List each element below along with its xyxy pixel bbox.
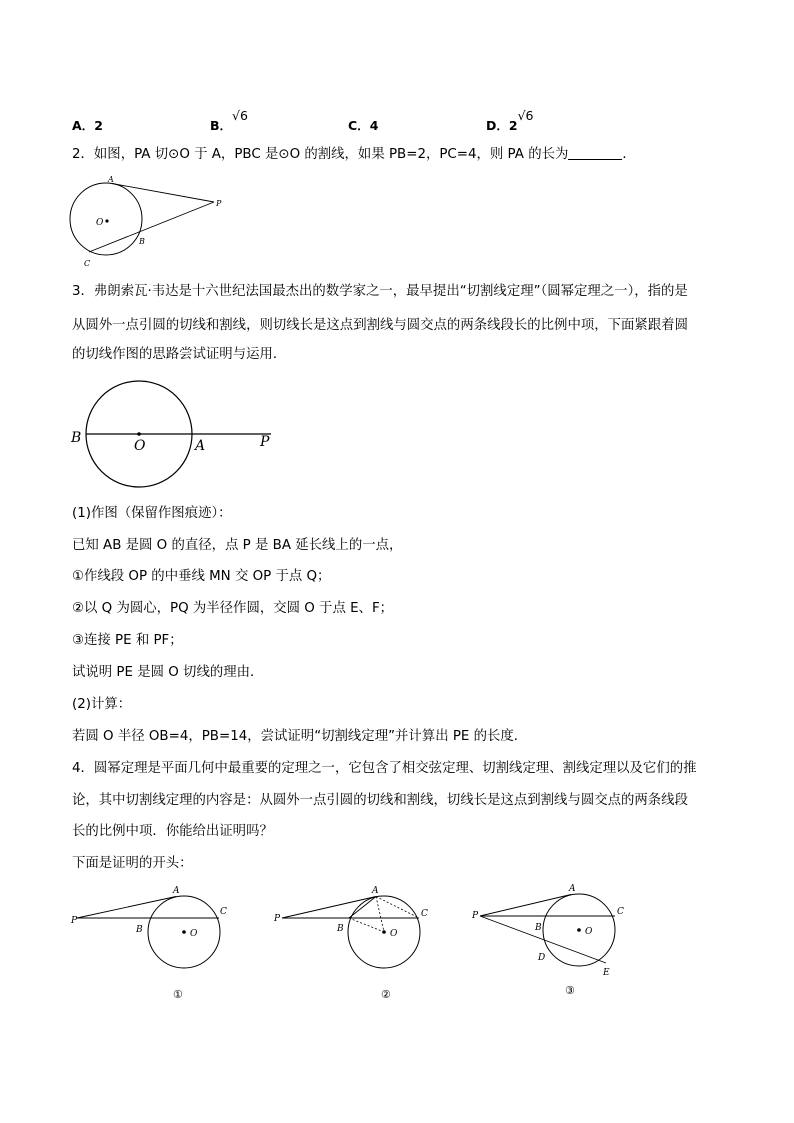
label-o: O	[390, 929, 398, 939]
question-3-line-2: 从圆外一点引圆的切线和割线，则切线长是这点到割线与圆交点的两条线段长的比例中项，下面紧跟着圆	[72, 318, 688, 333]
center-point-o	[137, 432, 141, 436]
label-c: C	[220, 907, 227, 917]
option-d	[486, 108, 534, 134]
label-b: B	[71, 430, 82, 446]
part-1-given: 已知 AB 是圆 O 的直径，点 P 是 BA 延长线上的一点，	[72, 538, 403, 553]
dashed-bo	[349, 918, 384, 932]
dashed-ac	[376, 897, 419, 919]
label-b: B	[136, 925, 143, 935]
label-p: P	[216, 199, 222, 208]
option-a-label: A．	[72, 118, 95, 133]
circle-o	[70, 183, 142, 255]
question-4-figure-1	[66, 880, 236, 1005]
step-2: ②以 Q 为圆心，PQ 为半径作圆，交圆 O 于点 E、F；	[72, 601, 394, 616]
center-point-o	[105, 219, 108, 222]
caption-1: ①	[173, 988, 183, 1001]
center-point-o	[382, 930, 386, 934]
label-o: O	[96, 218, 104, 228]
answer-blank	[568, 145, 622, 160]
step-1: ①作线段 OP 的中垂线 MN 交 OP 于点 Q；	[72, 569, 331, 584]
question-3-figure	[66, 376, 286, 492]
option-d-prefix: 2	[508, 118, 518, 133]
label-c: C	[617, 907, 624, 917]
label-a: A	[108, 175, 114, 184]
option-c	[348, 116, 378, 134]
label-p: P	[472, 911, 479, 921]
question-4-line-4: 下面是证明的开头：	[72, 856, 193, 871]
center-point-o	[182, 930, 186, 934]
label-a: A	[569, 884, 576, 894]
label-a: A	[372, 886, 379, 896]
tangent-pa	[112, 184, 214, 203]
tangent-pa	[77, 897, 176, 919]
option-a-value: 2	[94, 118, 103, 133]
dashed-ao	[376, 897, 384, 933]
label-b: B	[337, 924, 344, 934]
option-b-value: √6	[232, 108, 248, 123]
label-p: P	[71, 916, 78, 926]
question-4-line-1: 4．圆幂定理是平面几何中最重要的定理之一，它包含了相交弦定理、切割线定理、割线定理以及它们的推	[72, 761, 697, 776]
label-d: D	[538, 953, 546, 963]
tangent-pa	[480, 895, 571, 917]
question-2-end: ．	[622, 147, 636, 162]
option-b	[210, 108, 248, 134]
question-2-figure	[66, 170, 236, 270]
label-o: O	[190, 929, 198, 939]
label-o: O	[585, 927, 593, 937]
option-c-label: C．	[348, 118, 370, 133]
option-a	[72, 116, 103, 134]
option-b-label: B．	[210, 118, 233, 133]
secant-pbc	[89, 202, 214, 252]
step-3: ③连接 PE 和 PF；	[72, 633, 183, 648]
label-a: A	[173, 886, 180, 896]
question-4-figure-2	[266, 880, 436, 1005]
label-a: A	[195, 438, 206, 454]
caption-3: ③	[565, 984, 575, 997]
question-2-text	[72, 145, 636, 164]
label-b: B	[139, 237, 145, 246]
label-p: P	[274, 914, 281, 924]
part-2-text: 若圆 O 半径 OB=4，PB=14，尝试证明“切割线定理”并计算出 PE 的长度．	[72, 729, 528, 744]
option-c-value: 4	[369, 118, 379, 133]
question-4-line-2: 论，其中切割线定理的内容是：从圆外一点引圆的切线和割线，切线长是这点到割线与圆交点的两条线段	[72, 793, 688, 808]
part-2-title: (2)计算：	[72, 697, 132, 712]
caption-2: ②	[381, 988, 391, 1001]
center-point-o	[577, 928, 581, 932]
part-1-ask: 试说明 PE 是圆 O 切线的理由．	[72, 665, 264, 680]
label-p: P	[260, 434, 270, 450]
label-b: B	[535, 923, 542, 933]
question-4-figure-3	[466, 878, 636, 1003]
label-c: C	[84, 259, 91, 268]
label-e: E	[603, 968, 610, 978]
question-3-line-1: 3．弗朗索瓦·韦达是十六世纪法国最杰出的数学家之一，最早提出“切割线定理”（圆幂定理之一），指的是	[72, 284, 688, 299]
question-3-line-3: 的切线作图的思路尝试证明与运用．	[72, 347, 287, 362]
question-2-stem: 2．如图，PA 切⊙O 于 A，PBC 是⊙O 的割线，如果 PB=2，PC=4，则 PA 的长为	[72, 147, 569, 162]
part-1-title: (1)作图（保留作图痕迹）：	[72, 506, 232, 521]
label-c: C	[421, 909, 428, 919]
option-d-label: D．	[486, 118, 509, 133]
question-4-line-3: 长的比例中项．你能给出证明吗？	[72, 824, 273, 839]
label-o: O	[134, 438, 146, 454]
option-d-sqrt: √6	[517, 108, 534, 123]
